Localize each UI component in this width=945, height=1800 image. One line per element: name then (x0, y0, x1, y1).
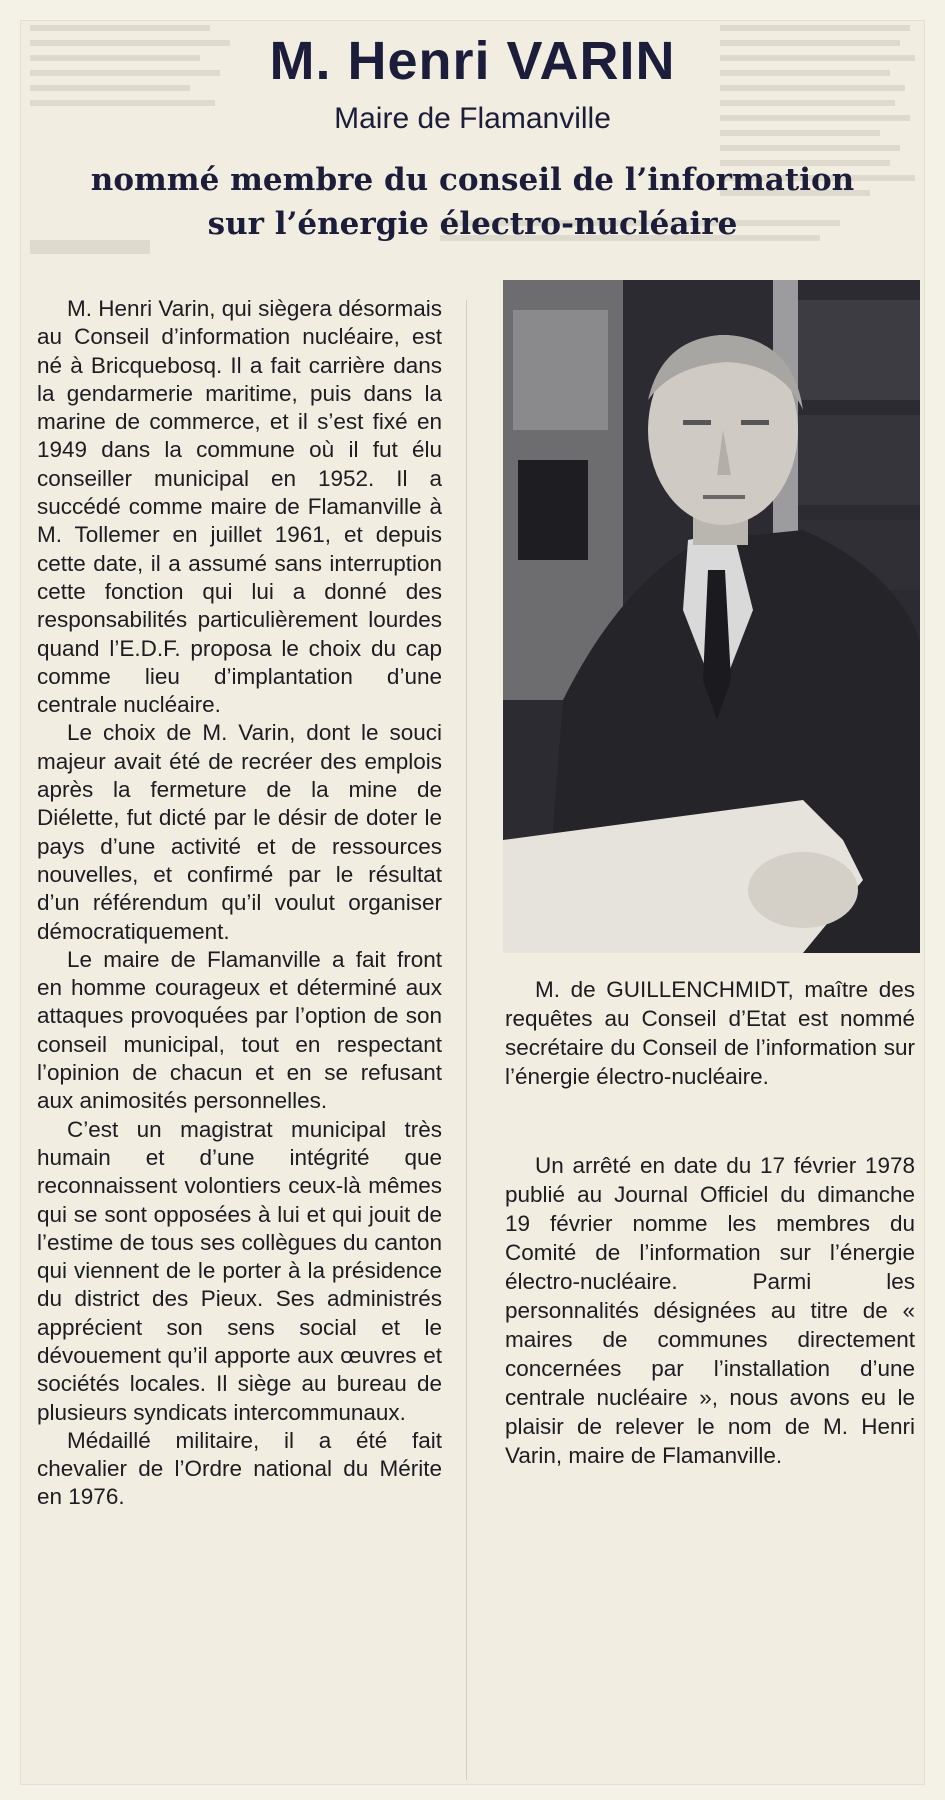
paragraph: Un arrêté en date du 17 février 1978 publié au Journal Officiel du dimanche 19 février nomme les membres du Comité de l’information sur l’énergie électro-nucléaire. Parmi les personnalités désignées au titre de « maires de communes directement concernées par l’installation d’une centrale nucléaire », nous avons eu le plaisir de relever le nom de M. Henri Varin, maire de Flamanville. (505, 1153, 915, 1468)
subtitle: Maire de Flamanville (334, 102, 611, 135)
portrait-photo-icon (503, 280, 920, 953)
paragraph: Médaillé militaire, il a été fait chevalier de l’Ordre national du Mérite en 1976. (37, 1427, 442, 1510)
paragraph: C’est un magistrat municipal très humain et d’une intégrité que reconnaissent volontiers ceux-là mêmes qui se sont opposées à lui et qui jouit de l’estime de tous ses collègues du canton qui viennent de le porter à la présidence du district des Pieux. Ses administrés apprécient son sens social et le dévouement qu’il apporte aux œuvres et sociétés locales. Il siège au bureau de plusieurs syndicats intercommunaux. (37, 1116, 442, 1425)
headline (60, 158, 885, 246)
paragraph: M. Henri Varin, qui siègera désormais au Conseil d’information nucléaire, est né à Bricquebosq. Il a fait carrière dans la gendarmerie maritime, puis dans la marine de commerce, et il s’est fixé en 1949 dans la commune où il fut élu conseiller municipal en 1952. Il a succédé comme maire de Flamanville à M. Tollemer en juillet 1961, et depuis cette date, il a assumé sans interruption cette fonction qui lui a donné des responsabilités particulièrement lourdes quand l’E.D.F. proposa le choix du cap comme lieu d’implantation d’une centrale nucléaire. (37, 296, 442, 718)
portrait-photo (503, 280, 920, 953)
column-divider (466, 300, 467, 1780)
article-right-column (505, 975, 915, 1470)
headline-line-2: sur l’énergie électro-nucléaire (207, 206, 738, 242)
paragraph: Le choix de M. Varin, dont le souci majeur avait été de recréer des emplois après la fermeture de la mine de Diélette, fut dicté par le désir de doter le pays d’une activité et de ressources nouvelles, et confirmé par le résultat d’un référendum qu’il voulut organiser démocratiquement. (37, 720, 442, 944)
paragraph: Le maire de Flamanville a fait front en homme courageux et déterminé aux attaques provoquées par l’option de son conseil municipal, tout en respectant l’opinion de chacun et en se refusant aux animosités personnelles. (37, 946, 442, 1114)
article-left-column (37, 295, 442, 1512)
headline-line-1: nommé membre du conseil de l’information (90, 162, 855, 198)
page-title: M. Henri VARIN (269, 31, 676, 91)
photo-caption: M. de GUILLENCHMIDT, maître des requêtes au Conseil d’Etat est nommé secrétaire du Conseil de l’information sur l’énergie électro-nucléaire. (505, 977, 915, 1089)
